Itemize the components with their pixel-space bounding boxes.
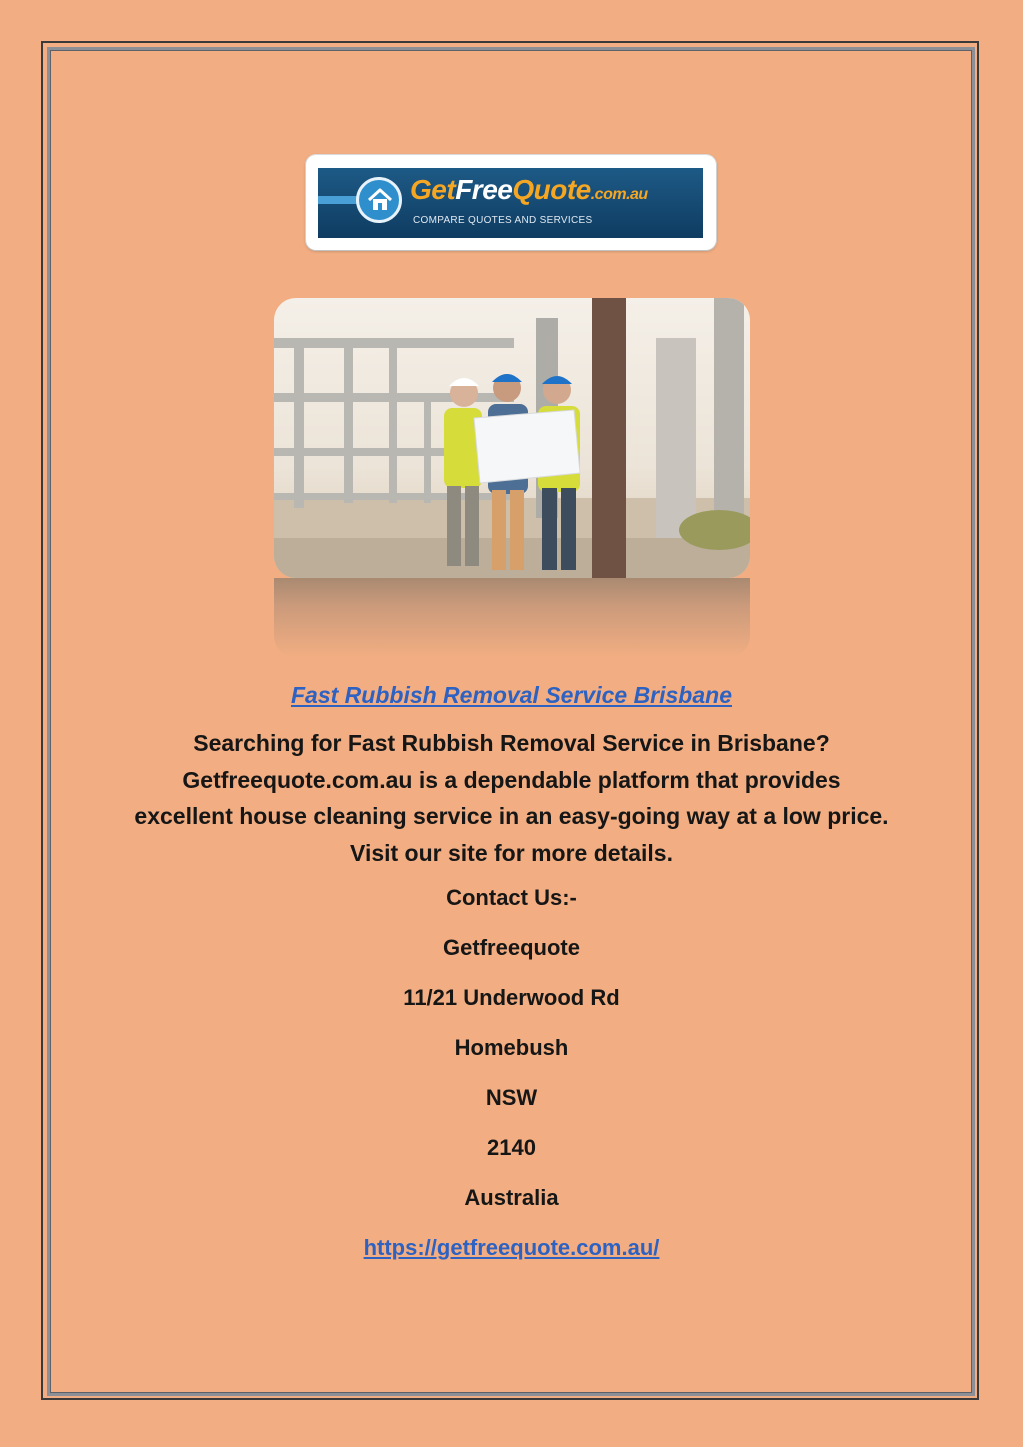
logo-word-free: Free xyxy=(455,174,513,205)
contact-postcode: 2140 xyxy=(487,1135,536,1160)
house-icon xyxy=(356,177,402,223)
contact-street: 11/21 Underwood Rd xyxy=(403,985,620,1010)
logo-banner xyxy=(318,168,703,238)
website-link[interactable]: https://getfreequote.com.au/ xyxy=(363,1235,660,1260)
logo-word-get: Get xyxy=(410,174,456,205)
logo-brand-text xyxy=(410,174,648,206)
contact-suburb: Homebush xyxy=(454,1035,569,1060)
contact-country: Australia xyxy=(464,1185,559,1210)
logo-word-domain: .com.au xyxy=(590,186,648,203)
contact-state: NSW xyxy=(485,1085,538,1110)
article xyxy=(130,676,893,1283)
contact-heading: Contact Us:- xyxy=(446,885,577,910)
photo-reflection xyxy=(274,578,750,658)
logo-tagline: COMPARE QUOTES AND SERVICES xyxy=(413,215,593,226)
logo-word-quote: Quote xyxy=(512,174,591,205)
construction-workers-photo xyxy=(274,298,750,578)
logo[interactable] xyxy=(306,155,716,250)
article-description: Searching for Fast Rubbish Removal Service in Brisbane? Getfreequote.com.au is a dependable platform that provides excellent house cleaning service in an easy-going way at a low price. Visit our site for more details. xyxy=(134,730,889,866)
contact-company-name: Getfreequote xyxy=(443,935,580,960)
article-title-link[interactable]: Fast Rubbish Removal Service Brisbane xyxy=(291,682,732,708)
